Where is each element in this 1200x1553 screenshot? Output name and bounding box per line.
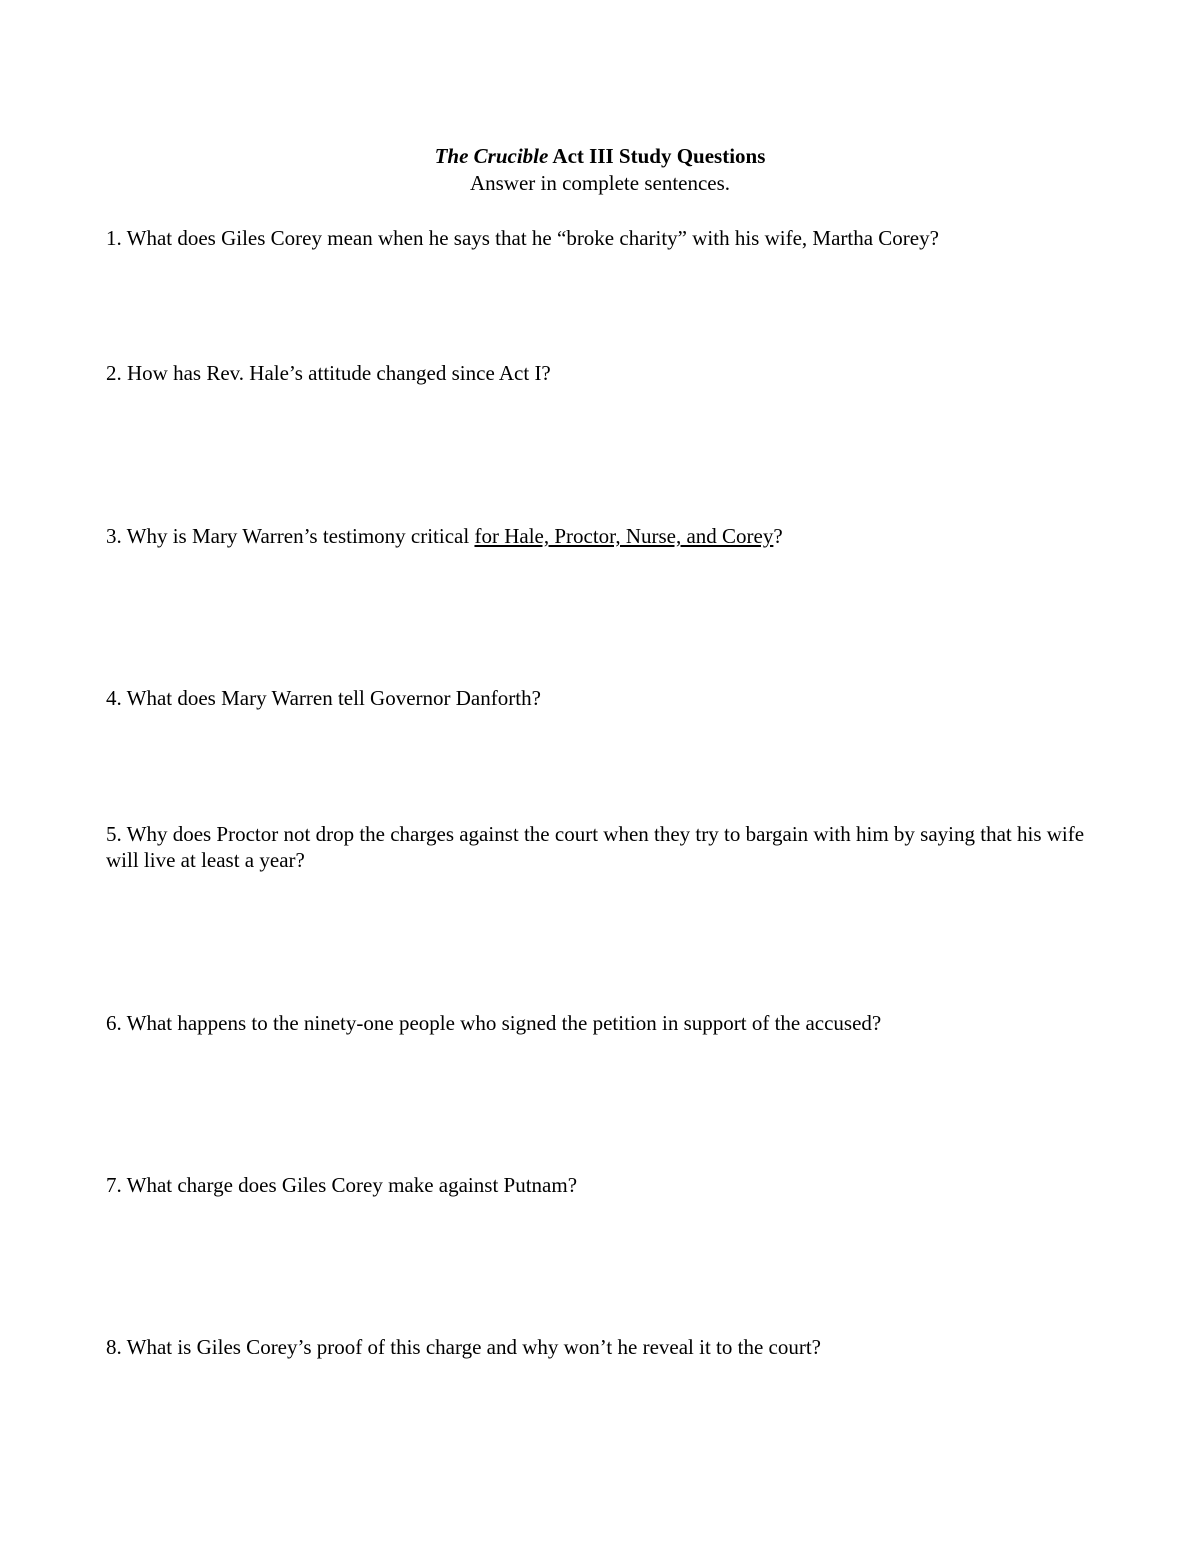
page-title <box>0 143 1200 169</box>
question-3-text: 3. Why is Mary Warren’s testimony critical <box>106 524 475 548</box>
question-6: 6. What happens to the ninety-one people who signed the petition in support of the accused? <box>106 1011 882 1035</box>
question-3-underlined: for Hale, Proctor, Nurse, and Corey <box>474 524 774 548</box>
title-italic-part: The Crucible <box>434 144 549 168</box>
question-8: 8. What is Giles Corey’s proof of this charge and why won’t he reveal it to the court? <box>106 1335 821 1359</box>
question-4: 4. What does Mary Warren tell Governor Danforth? <box>106 686 541 710</box>
question-5: 5. Why does Proctor not drop the charges against the court when they try to bargain with him by saying that his wife will live at least a year? <box>106 822 1085 872</box>
question-1: 1. What does Giles Corey mean when he says that he “broke charity” with his wife, Martha Corey? <box>106 226 939 250</box>
question-2: 2. How has Rev. Hale’s attitude changed since Act I? <box>106 361 551 385</box>
question-3-end: ? <box>773 524 783 548</box>
instructions: Answer in complete sentences. <box>469 171 731 195</box>
question-7: 7. What charge does Giles Corey make against Putnam? <box>106 1173 578 1197</box>
title-rest-part: Act III Study Questions <box>548 144 766 168</box>
question-3 <box>106 523 1096 549</box>
